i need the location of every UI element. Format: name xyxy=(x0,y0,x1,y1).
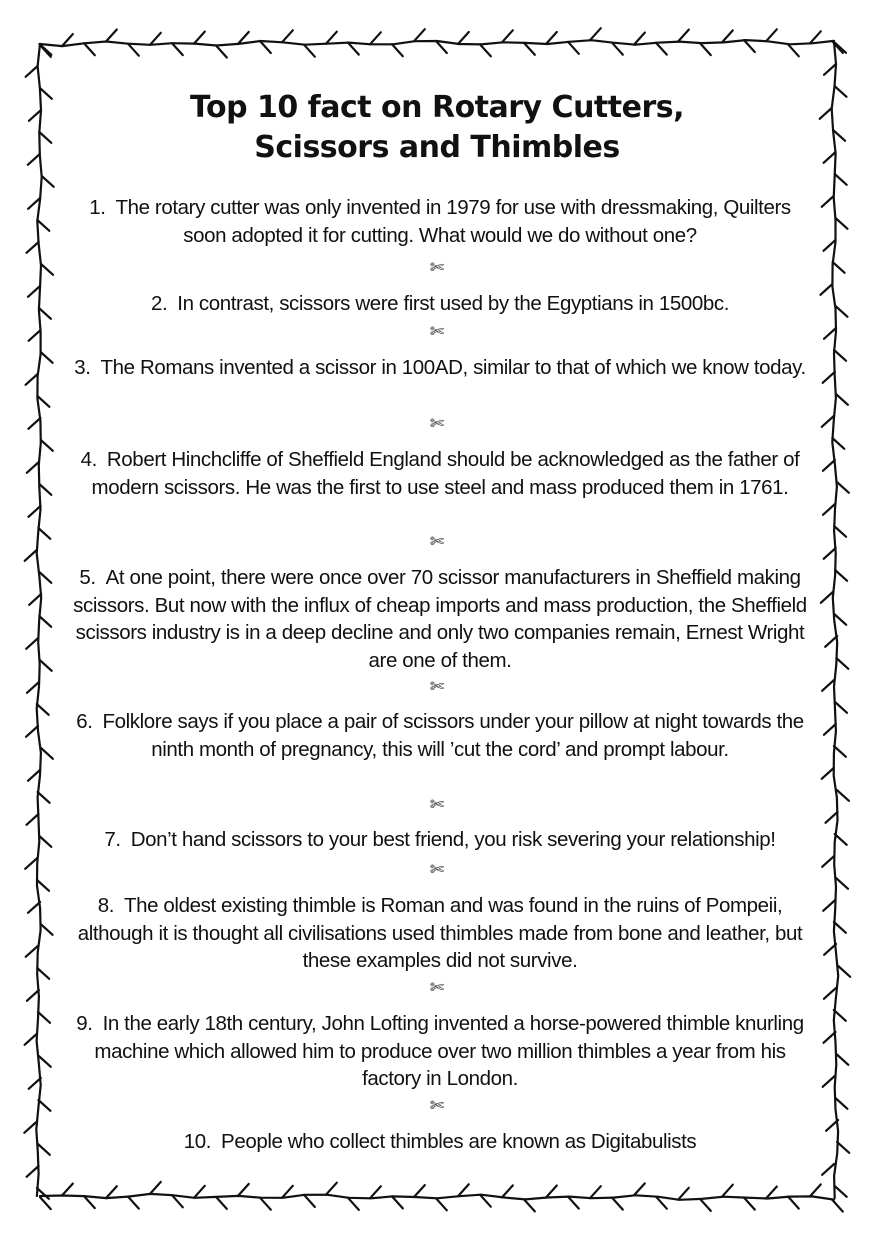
fact-item-9 xyxy=(70,1010,810,1093)
fact-number: 9. xyxy=(76,1012,93,1035)
fact-item-2 xyxy=(70,290,810,318)
fact-text: In the early 18th century, John Lofting invented a horse-powered thimble knurling machine which allowed him to produce over two million thimbles a year from his factory in London. xyxy=(94,1012,804,1090)
fact-text: The Romans invented a scissor in 100AD, similar to that of which we know today. xyxy=(100,356,806,379)
scissors-divider-icon: ✄ xyxy=(429,532,445,552)
fact-item-5 xyxy=(70,564,810,674)
fact-number: 3. xyxy=(74,356,91,379)
scissors-divider-icon: ✄ xyxy=(429,795,445,815)
fact-text: Robert Hinchcliffe of Sheffield England should be acknowledged as the father of modern scissors. He was the first to use steel and mass produced them in 1761. xyxy=(91,448,800,499)
fact-number: 10. xyxy=(183,1130,212,1153)
scissors-divider-icon: ✄ xyxy=(429,978,445,998)
fact-item-8 xyxy=(70,892,810,975)
fact-item-3 xyxy=(70,354,810,382)
fact-number: 6. xyxy=(76,710,93,733)
scissors-divider-icon: ✄ xyxy=(429,1096,445,1116)
scissors-divider-icon: ✄ xyxy=(429,860,445,880)
scissors-divider-icon: ✄ xyxy=(429,258,445,278)
fact-number: 5. xyxy=(79,566,96,589)
fact-text: At one point, there were once over 70 scissor manufacturers in Sheffield making scissors. But now with the influx of cheap imports and mass production, the Sheffield scissors industry is in a deep decline and only two companies remain, Ernest Wright are one of them. xyxy=(73,566,807,672)
fact-text: Folklore says if you place a pair of scissors under your pillow at night towards the ninth month of pregnancy, this will ’cut the cord’ and prompt labour. xyxy=(102,710,804,761)
fact-item-1 xyxy=(70,194,810,249)
fact-item-6 xyxy=(70,708,810,763)
fact-text: Don’t hand scissors to your best friend, you risk severing your relationship! xyxy=(130,828,776,851)
fact-number: 8. xyxy=(97,894,115,917)
fact-text: People who collect thimbles are known as Digitabulists xyxy=(221,1130,697,1153)
fact-text: The oldest existing thimble is Roman and was found in the ruins of Pompeii, although it is thought all civilisations used thimbles made from bone and leather, but these examples did not survive. xyxy=(77,894,803,972)
scissors-divider-icon: ✄ xyxy=(429,677,445,697)
title-line-1: Top 10 fact on Rotary Cutters, xyxy=(189,90,685,125)
fact-item-10 xyxy=(70,1128,810,1156)
fact-number: 2. xyxy=(151,292,168,315)
fact-text: In contrast, scissors were first used by the Egyptians in 1500bc. xyxy=(177,292,729,315)
title-line-2: Scissors and Thimbles xyxy=(254,130,620,165)
page-title xyxy=(0,88,874,168)
fact-number: 4. xyxy=(80,448,97,471)
scissors-divider-icon: ✄ xyxy=(429,414,445,434)
fact-number: 1. xyxy=(89,196,106,219)
fact-text: The rotary cutter was only invented in 1979 for use with dressmaking, Quilters soon adopted it for cutting. What would we do without one? xyxy=(115,196,791,247)
fact-number: 7. xyxy=(104,828,121,851)
fact-item-4 xyxy=(70,446,810,501)
scissors-divider-icon: ✄ xyxy=(429,322,445,342)
fact-item-7 xyxy=(70,826,810,854)
